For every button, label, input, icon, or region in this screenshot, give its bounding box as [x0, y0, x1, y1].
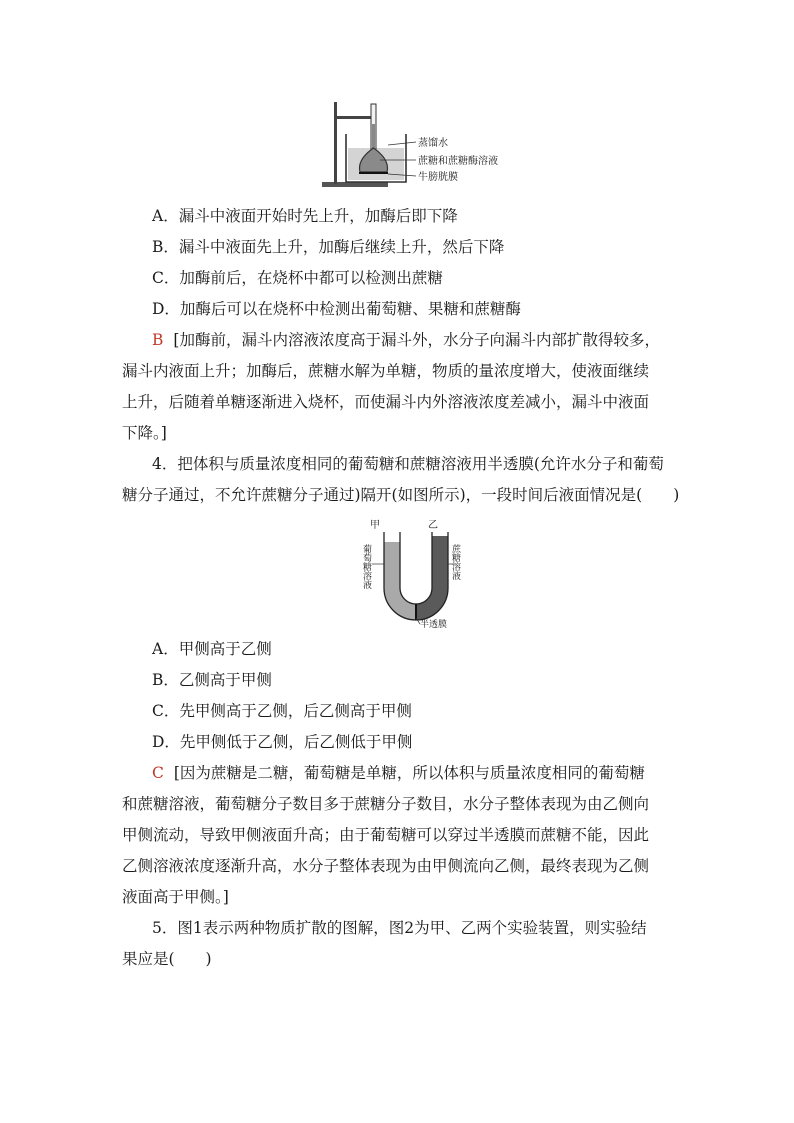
q4-answer: C	[152, 764, 164, 782]
label-sucrose-enzyme: 蔗糖和蔗糖酶溶液	[418, 156, 498, 167]
label-membrane: 半透膜	[420, 620, 448, 628]
q3-option-b: B．漏斗中液面先上升，加酶后继续上升，然后下降	[152, 238, 505, 256]
label-bladder-membrane: 牛膀胱膜	[418, 172, 458, 183]
label-distilled-water: 蒸馏水	[418, 138, 448, 149]
u-tube-figure	[358, 516, 478, 628]
q4-explanation-line-3: 甲侧流动，导致甲侧液面升高；由于葡萄糖可以穿过半透膜而蔗糖不能，因此	[122, 826, 650, 844]
q5-stem-line-2: 果应是( )	[122, 950, 212, 968]
q4-stem-line-2: 糖分子通过，不允许蔗糖分子通过)隔开(如图所示)，一段时间后液面情况是( )	[122, 486, 680, 504]
q3-explanation-line-4: 下降。]	[122, 424, 167, 442]
q3-explanation-line-1: B [加酶前，漏斗内溶液浓度高于漏斗外，水分子向漏斗内部扩散得较多，	[152, 331, 660, 349]
q3-explanation-line-3: 上升，后随着单糖逐渐进入烧杯，而使漏斗内外溶液浓度差减小，漏斗中液面	[122, 393, 650, 411]
clamp-arm	[334, 116, 374, 119]
q3-option-d: D．加酶后可以在烧杯中检测出葡萄糖、果糖和蔗糖酶	[152, 300, 521, 318]
q4-explanation-line-4: 乙侧溶液浓度逐渐升高，水分子整体表现为由甲侧流向乙侧，最终表现为乙侧	[122, 857, 650, 875]
q4-explanation-line-5: 液面高于甲侧。]	[122, 888, 229, 906]
q3-explanation-line-2: 漏斗内液面上升；加酶后，蔗糖水解为单糖，物质的量浓度增大，使液面继续	[122, 362, 650, 380]
label-jia: 甲	[370, 520, 380, 531]
q4-stem-line-1: 4．把体积与质量浓度相同的葡萄糖和蔗糖溶液用半透膜(允许水分子和葡萄	[152, 455, 664, 473]
q4-option-a: A．甲侧高于乙侧	[152, 640, 272, 658]
q4-option-c: C．先甲侧高于乙侧，后乙侧高于甲侧	[152, 702, 412, 720]
u-tube-inner	[400, 532, 432, 604]
q5-stem-line-1: 5．图1表示两种物质扩散的图解，图2为甲、乙两个实验装置，则实验结	[152, 919, 647, 937]
label-glucose-solution: 葡萄糖溶液	[361, 544, 371, 589]
q3-option-c: C．加酶前后，在烧杯中都可以检测出蔗糖	[152, 269, 443, 287]
label-yi: 乙	[428, 520, 438, 531]
q3-option-a: A．漏斗中液面开始时先上升，加酶后即下降	[152, 207, 458, 225]
q4-option-d: D．先甲侧低于乙侧，后乙侧低于甲侧	[152, 733, 413, 751]
q4-option-b: B．乙侧高于甲侧	[152, 671, 272, 689]
q3-answer: B	[152, 331, 164, 349]
label-sucrose-solution: 蔗糖溶液	[450, 544, 460, 580]
stand-rod	[334, 102, 337, 184]
q4-explanation-line-1: C [因为蔗糖是二糖，葡萄糖是单糖，所以体积与质量浓度相同的葡萄糖	[152, 764, 645, 782]
osmosis-apparatus-figure	[318, 98, 528, 192]
q4-explanation-line-2: 和蔗糖溶液，葡萄糖分子数目多于蔗糖分子数目，水分子整体表现为由乙侧向	[122, 795, 650, 813]
